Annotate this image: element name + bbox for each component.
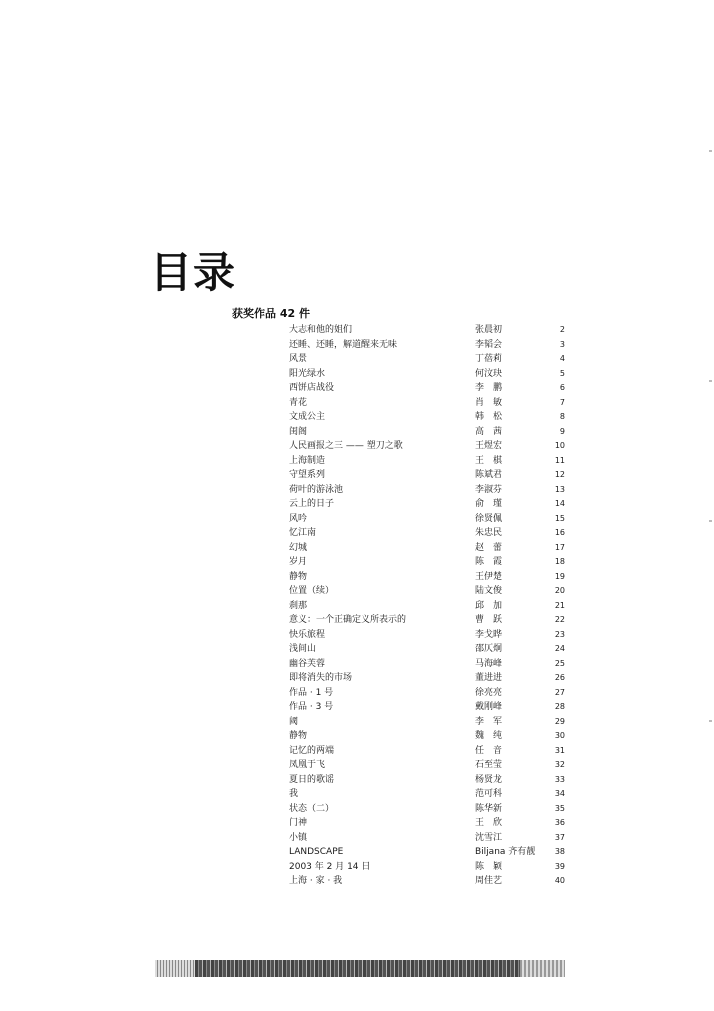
- toc-entry: [289, 642, 569, 657]
- toc-work-title: 状态（二）: [289, 803, 335, 814]
- toc-author: Biljana 齐有靓: [475, 847, 536, 857]
- toc-work-title: 守望系列: [289, 470, 326, 480]
- toc-page-number: 11: [554, 455, 565, 465]
- toc-page-number: 40: [554, 876, 565, 885]
- toc-page-number: 18: [554, 557, 565, 566]
- toc-entry: [289, 599, 569, 614]
- toc-page-number: 13: [554, 484, 565, 494]
- edge-mark: [709, 150, 712, 152]
- toc-page-number: 7: [559, 397, 565, 407]
- toc-work-title: 荷叶的游泳池: [289, 484, 344, 495]
- toc-author: 王伊楚: [475, 571, 503, 582]
- toc-work-title: 位置（续）: [289, 586, 335, 596]
- toc-author: 范可科: [475, 789, 503, 799]
- toc-work-title: 还睡、还睡，解道醒来无味: [289, 339, 398, 350]
- toc-page-number: 9: [559, 426, 565, 436]
- toc-author: 王 欣: [475, 818, 503, 828]
- toc-page-number: 23: [554, 629, 565, 639]
- toc-author: 李韬会: [475, 339, 503, 350]
- toc-work-title: 记忆的两端: [289, 745, 335, 756]
- toc-author: 徐亮亮: [475, 687, 503, 698]
- toc-entry: [289, 526, 569, 541]
- toc-author: 赵 蕾: [475, 542, 503, 553]
- toc-entry: [289, 628, 569, 643]
- toc-page-number: 8: [559, 412, 565, 421]
- toc-author: 沈雪江: [475, 832, 503, 843]
- toc-entry: [289, 512, 569, 527]
- toc-author: 陈华新: [475, 803, 503, 814]
- toc-page-number: 28: [554, 702, 565, 711]
- toc-entry: [289, 570, 569, 585]
- toc-work-title: 静物: [289, 571, 308, 582]
- toc-author: 马海峰: [475, 658, 503, 669]
- toc-entry: [289, 802, 569, 817]
- toc-entry: [289, 729, 569, 744]
- toc-page-number: 25: [554, 658, 565, 668]
- toc-work-title: 风吟: [289, 513, 308, 524]
- toc-page-number: 17: [554, 542, 565, 552]
- toc-work-title: 闺阁: [289, 426, 308, 437]
- toc-author: 丁蓓莉: [475, 354, 503, 364]
- toc-work-title: 阳光绿水: [289, 368, 326, 379]
- toc-author: 魏 纯: [475, 731, 503, 741]
- toc-page-number: 5: [559, 368, 565, 378]
- toc-page-number: 39: [554, 861, 565, 871]
- toc-entry: [289, 367, 569, 382]
- toc-work-title: 云上的日子: [289, 499, 335, 509]
- toc-entry: [289, 744, 569, 759]
- toc-work-title: 西饼店战役: [289, 383, 335, 393]
- toc-author: 陈斌君: [475, 470, 503, 480]
- toc-page-number: 12: [554, 470, 565, 479]
- toc-page-number: 22: [554, 615, 565, 624]
- toc-page-number: 4: [559, 354, 565, 363]
- toc-work-title: 门神: [289, 818, 308, 828]
- toc-author: 周佳艺: [475, 876, 503, 886]
- toc-author: 戴刚峰: [475, 702, 503, 712]
- toc-entry: [289, 657, 569, 672]
- toc-author: 朱忠民: [475, 528, 503, 538]
- toc-page-number: 34: [554, 789, 565, 798]
- toc-work-title: 文成公主: [289, 412, 326, 422]
- edge-mark: [709, 520, 712, 522]
- toc-entry: [289, 787, 569, 802]
- toc-page-number: 15: [554, 513, 565, 523]
- toc-work-title: 即将消失的市场: [289, 673, 353, 683]
- toc-page-number: 30: [554, 731, 565, 740]
- toc-entry: [289, 381, 569, 396]
- section-title: 获奖作品 42 件: [232, 307, 310, 320]
- toc-entry: [289, 715, 569, 730]
- toc-author: 肖 敏: [475, 397, 503, 408]
- toc-work-title: 我: [289, 789, 299, 799]
- toc-entry: [289, 671, 569, 686]
- toc-work-title: 忆江南: [289, 528, 317, 538]
- edge-mark: [709, 380, 712, 382]
- toc-page-number: 33: [554, 774, 565, 784]
- toc-author: 邵仄炯: [475, 644, 503, 654]
- toc-entry: [289, 816, 569, 831]
- toc-entry: [289, 541, 569, 556]
- toc-page-number: 24: [554, 644, 565, 653]
- toc-work-title: 上海 · 家 · 我: [289, 876, 343, 886]
- toc-entry: [289, 439, 569, 454]
- toc-entry: [289, 874, 569, 889]
- toc-author: 高 茜: [475, 426, 503, 437]
- toc-work-title: 凤凰于飞: [289, 760, 326, 770]
- toc-author: 任 音: [475, 745, 503, 756]
- toc-author: 杨贤龙: [475, 774, 503, 785]
- toc-page-number: 29: [554, 716, 565, 726]
- toc-entry: [289, 758, 569, 773]
- toc-author: 邱 加: [475, 600, 503, 611]
- toc-page-number: 3: [559, 339, 565, 349]
- toc-author: 陈 颖: [475, 861, 503, 872]
- toc-entry: [289, 773, 569, 788]
- toc-entry: [289, 352, 569, 367]
- toc-entry: [289, 396, 569, 411]
- toc-author: 李淑芬: [475, 484, 503, 495]
- edge-mark: [709, 720, 712, 722]
- toc-work-title: 人民画报之三 —— 塑刀之歌: [289, 441, 403, 451]
- toc-page-number: 6: [559, 383, 565, 392]
- toc-work-title: 幽谷芙蓉: [289, 658, 326, 669]
- toc-entry: [289, 323, 569, 338]
- toc-work-title: LANDSCAPE: [289, 847, 344, 857]
- toc-entry: [289, 497, 569, 512]
- toc-author: 陈 霞: [475, 557, 503, 567]
- toc-work-title: 上海制造: [289, 455, 326, 466]
- toc-entry: [289, 425, 569, 440]
- toc-entry: [289, 483, 569, 498]
- toc-page-number: 36: [554, 818, 565, 827]
- toc-page-number: 32: [554, 760, 565, 769]
- toc-author: 曹 跃: [475, 615, 503, 625]
- toc-entry: [289, 584, 569, 599]
- page-title: 目录: [150, 248, 237, 297]
- toc-work-title: 幻城: [289, 542, 308, 553]
- toc-page-number: 31: [554, 745, 565, 755]
- toc-author: 陆文俊: [475, 586, 503, 596]
- toc-work-title: 静物: [289, 731, 308, 741]
- toc-entry: [289, 860, 569, 875]
- toc-author: 董进进: [475, 673, 503, 683]
- toc-work-title: 作品 · 1 号: [289, 687, 334, 698]
- toc-entry: [289, 338, 569, 353]
- toc-author: 徐贤佩: [475, 513, 503, 524]
- toc-author: 李 军: [475, 716, 503, 727]
- toc-page-number: 27: [554, 687, 565, 697]
- toc-page-number: 10: [554, 441, 565, 450]
- toc-entry: [289, 468, 569, 483]
- toc-page-number: 38: [554, 847, 565, 856]
- toc-work-title: 青花: [289, 397, 308, 408]
- toc-work-title: 岁月: [289, 557, 308, 567]
- scan-artifact-left: [155, 960, 195, 977]
- scan-artifact-right: [520, 960, 565, 977]
- toc-entry: [289, 613, 569, 628]
- toc-page-number: 35: [554, 803, 565, 813]
- toc-page-number: 21: [554, 600, 565, 610]
- toc-work-title: 夏日的歌谣: [289, 774, 335, 785]
- toc-page-number: 14: [554, 499, 565, 508]
- scan-artifact-band: [155, 960, 565, 977]
- toc-page-number: 26: [554, 673, 565, 682]
- toc-work-title: 大志和他的姐们: [289, 325, 353, 335]
- toc-entry: [289, 845, 569, 860]
- toc-work-title: 刹那: [289, 600, 308, 611]
- toc-author: 张晨初: [475, 325, 503, 335]
- toc-work-title: 作品 · 3 号: [289, 702, 334, 712]
- toc-page-number: 2: [559, 325, 565, 334]
- toc-author: 韩 松: [475, 412, 503, 422]
- toc-work-title: 小镇: [289, 832, 308, 843]
- toc-work-title: 浅间山: [289, 644, 317, 654]
- toc-author: 石至莹: [475, 760, 503, 770]
- table-of-contents: [289, 323, 569, 889]
- toc-work-title: 风景: [289, 354, 308, 364]
- toc-work-title: 阈: [289, 716, 299, 727]
- toc-author: 王煜宏: [475, 441, 503, 451]
- toc-author: 王 棋: [475, 455, 503, 466]
- toc-work-title: 意义：一个正确定义所表示的: [289, 615, 407, 625]
- toc-entry: [289, 410, 569, 425]
- toc-author: 俞 瑾: [475, 499, 503, 509]
- toc-entry: [289, 454, 569, 469]
- toc-author: 李 鹏: [475, 383, 503, 393]
- toc-author: 李戈晔: [475, 629, 503, 640]
- toc-entry: [289, 555, 569, 570]
- toc-entry: [289, 686, 569, 701]
- toc-entry: [289, 831, 569, 846]
- toc-page-number: 19: [554, 571, 565, 581]
- toc-page-number: 16: [554, 528, 565, 537]
- toc-work-title: 2003 年 2 月 14 日: [289, 861, 371, 872]
- toc-work-title: 快乐旅程: [289, 629, 326, 640]
- toc-entry: [289, 700, 569, 715]
- toc-page-number: 20: [554, 586, 565, 595]
- toc-author: 何汶玦: [475, 368, 503, 379]
- toc-page-number: 37: [554, 832, 565, 842]
